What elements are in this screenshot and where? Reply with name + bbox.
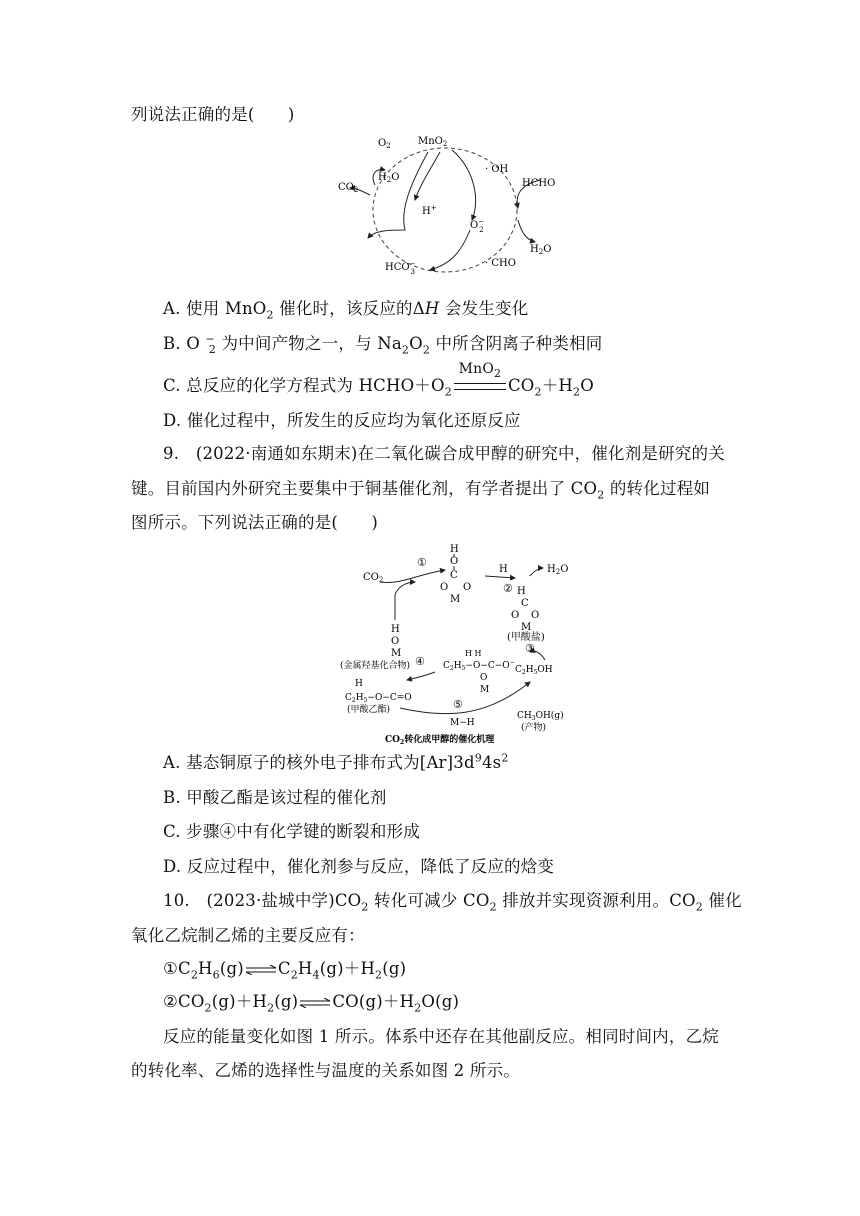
svg-text:H: H bbox=[391, 624, 400, 635]
q9-stem-line3: 图所示。下列说法正确的是( ) bbox=[131, 513, 379, 532]
svg-text:O: O bbox=[480, 673, 488, 683]
q9-stem-line2: 键。目前国内外研究主要集中于铜基催化剂，有学者提出了 $CO_2$ 的转化过程如 bbox=[131, 479, 711, 502]
equilibrium-arrow-icon bbox=[299, 998, 331, 1008]
q9-figure-caption: $CO_2$转化成甲醇的催化机理 bbox=[385, 735, 495, 745]
q9-label-co2: $CO_2$ bbox=[363, 572, 384, 584]
q10-stem-line2: 氧化乙烷制乙烯的主要反应有： bbox=[131, 926, 365, 945]
q8-stem-tail: 列说法正确的是( ) bbox=[131, 105, 295, 124]
label-h2o-right: $H_2O$ bbox=[530, 244, 552, 256]
svg-text:C: C bbox=[450, 570, 458, 581]
svg-text:H: H bbox=[450, 544, 459, 555]
label-h-plus: H+ bbox=[422, 204, 437, 217]
svg-text:O: O bbox=[531, 610, 540, 621]
svg-text:C2H5−O−C=O: $C_2H_5-O-C=O$ bbox=[345, 693, 412, 704]
label-oh: · OH bbox=[485, 164, 509, 175]
q9-label-c2h5o-left: H bbox=[355, 679, 363, 689]
q9-step1: ① bbox=[417, 556, 427, 569]
svg-text:M: M bbox=[450, 594, 461, 605]
q9-label-mh: M−H bbox=[450, 718, 475, 728]
svg-text:O: O bbox=[463, 582, 472, 593]
label-hcho: HCHO bbox=[522, 178, 556, 189]
q9-step4: ④ bbox=[415, 655, 425, 668]
svg-text:M: M bbox=[480, 685, 490, 695]
label-cho: · CHO bbox=[485, 258, 516, 269]
q9-step2: ② bbox=[503, 582, 513, 595]
q9-label-c2h5oh: $C_2H_5OH$ bbox=[515, 665, 553, 676]
q9-label-h: H bbox=[499, 564, 508, 575]
q9-label-formate: (甲酸盐) bbox=[507, 632, 545, 643]
q9-label-c2h5o-mid: $C_2H_5-O-C-O^-$ bbox=[443, 659, 515, 672]
label-co2: $CO_2$ bbox=[338, 182, 359, 194]
q9-label-h2o: $H_2O$ bbox=[547, 564, 569, 576]
svg-text:H: H bbox=[517, 586, 526, 597]
svg-text:O: O bbox=[450, 556, 459, 567]
svg-text:M: M bbox=[391, 648, 402, 659]
svg-text:C: C bbox=[521, 598, 529, 609]
q9-step3: ③ bbox=[525, 642, 535, 655]
q9-option-a: A. 基态铜原子的核外电子排布式为$[Ar]3d^94s^2$ bbox=[163, 751, 509, 772]
equilibrium-arrow-icon bbox=[245, 965, 277, 975]
label-hco3: HCO− 3 bbox=[385, 260, 416, 276]
svg-text:O: O bbox=[511, 610, 520, 621]
q9-stem-line1: 9. (2022·南通如东期末)在二氧化碳合成甲醇的研究中，催化剂是研究的关 bbox=[163, 444, 725, 463]
svg-text:H H: H H bbox=[465, 649, 482, 658]
q10-reaction-2: $②CO_2(g)+H_2(g)$ $CO(g)+H_2O(g)$ bbox=[163, 992, 460, 1015]
q9-label-ch3oh: $CH_3OH(g)$ bbox=[517, 711, 564, 722]
q9-co2-to-methanol-mechanism-diagram bbox=[335, 540, 575, 745]
q8-option-b: B. O −$_2$ 为中间产物之一，与 $Na_2O_2$ 中所含阴离子种类相同 bbox=[163, 332, 603, 357]
q10-reaction-1: $①C_2H_6(g)$ $C_2H_4(g)+H_2(g)$ bbox=[163, 959, 407, 982]
svg-text:O: O bbox=[391, 636, 400, 647]
q10-paragraph-line1: 反应的能量变化如图 1 所示。体系中还存在其他副反应。相同时间内，乙烷 bbox=[163, 1027, 719, 1046]
label-mno2: MnO$_2$ bbox=[418, 136, 448, 148]
q9-option-d: D. 反应过程中，催化剂参与反应，降低了反应的焓变 bbox=[163, 857, 555, 876]
q9-label-ethyl-formate: (甲酸乙酯) bbox=[347, 705, 391, 715]
q10-stem-line1: 10. (2023·盐城中学)$CO_2$ 转化可减少 $CO_2$ 排放并实现资源利用。$CO_2$ 催化 bbox=[163, 891, 742, 914]
label-o2-minus: O− 2 bbox=[470, 218, 485, 234]
q9-option-c: C. 步骤④中有化学键的断裂和形成 bbox=[163, 822, 420, 841]
q9-step5: ⑤ bbox=[453, 698, 463, 711]
q9-option-b: B. 甲酸乙酯是该过程的催化剂 bbox=[163, 788, 387, 807]
label-h2o-top: $H_2O$ bbox=[378, 172, 400, 184]
q8-catalytic-cycle-diagram bbox=[330, 130, 570, 285]
label-o2: $O_2$ bbox=[378, 138, 391, 150]
svg-text:M: M bbox=[521, 622, 532, 633]
q8-option-c: C. 总反应的化学方程式为 $HCHO+O_2$ MnO$_2$ $CO_2+H_2O$ bbox=[163, 361, 594, 399]
q9-label-metal-hydroxy: (金属羟基化合物) bbox=[340, 661, 411, 671]
q8-option-a: A. 使用 MnO$_2$ 催化时，该反应的ΔH 会发生变化 bbox=[163, 299, 529, 322]
svg-text:O: O bbox=[440, 582, 449, 593]
q10-paragraph-line2: 的转化率、乙烯的选择性与温度的关系如图 2 所示。 bbox=[131, 1061, 520, 1080]
q8-option-d: D. 催化过程中，所发生的反应均为氧化还原反应 bbox=[163, 411, 521, 430]
q9-label-product: (产物) bbox=[521, 723, 547, 733]
